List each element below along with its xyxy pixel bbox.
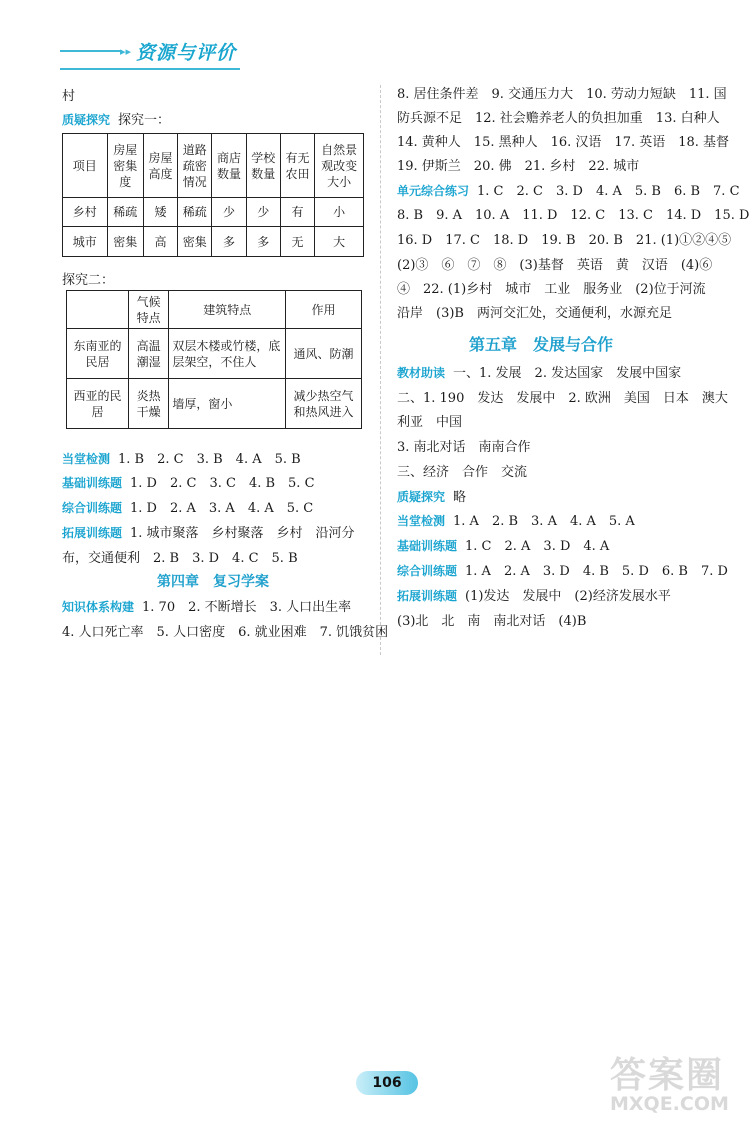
table-cell: 小 <box>315 198 364 227</box>
watermark-logo <box>610 1055 745 1118</box>
table-cell: 少 <box>212 198 246 227</box>
table-cell: 通风、防潮 <box>286 329 362 379</box>
table-cell: 多 <box>212 227 246 257</box>
table-header-cell: 房屋密集度 <box>107 134 143 198</box>
table-explore-1 <box>62 133 364 257</box>
table-header-cell: 自然景观改变大小 <box>315 134 364 198</box>
table-cell: 高 <box>143 227 177 257</box>
page-number: 106 <box>356 1071 418 1095</box>
table-row <box>63 198 364 227</box>
answer-line <box>397 485 466 509</box>
section-tag: 综合训练题 <box>62 501 123 515</box>
chapter-5-title: 第五章 发展与合作 <box>469 335 614 354</box>
section-tag: 质疑探究 <box>62 113 111 127</box>
header-underline <box>60 68 240 70</box>
answer-text: 8. B 9. A 10. A 11. D 12. C 13. C 14. D 15. D <box>397 208 750 223</box>
section-tag: 综合训练题 <box>397 564 458 578</box>
answer-text: 布，交通便利 2. B 3. D 4. C 5. B <box>62 551 298 566</box>
answer-text: 二、1. 190 发达 发展中 2. 欧洲 美国 日本 澳大 <box>397 391 728 406</box>
table-cell: 矮 <box>143 198 177 227</box>
table-header-cell: 作用 <box>286 291 362 329</box>
table-cell: 密集 <box>178 227 212 257</box>
table-header-row <box>63 134 364 198</box>
section-tag: 教材助读 <box>397 366 446 380</box>
answer-line <box>397 361 681 385</box>
answer-text: (3)北 北 南 南北对话 (4)B <box>397 614 587 629</box>
table-header-cell: 道路疏密情况 <box>178 134 212 198</box>
explore-2-label: 探究二： <box>62 273 115 288</box>
section-tag: 知识体系构建 <box>62 600 135 614</box>
table-cell: 多 <box>246 227 280 257</box>
answer-text: 14. 黄种人 15. 黑种人 16. 汉语 17. 英语 18. 基督 <box>397 135 730 150</box>
answer-text: ④ 22. (1)乡村 城市 工业 服务业 (2)位于河流 <box>397 282 706 297</box>
answer-text: 16. D 17. C 18. D 19. B 20. B 21. (1)①②④⑤ <box>397 233 732 248</box>
answer-text: 1. C 2. A 3. D 4. A <box>465 539 610 554</box>
answer-text: 4. 人口死亡率 5. 人口密度 6. 就业困难 7. 饥饿贫困 <box>62 625 389 640</box>
answer-text: 三、经济 合作 交流 <box>397 465 528 480</box>
section-tag: 质疑探究 <box>397 490 446 504</box>
answer-text: 1. C 2. C 3. D 4. A 5. B 6. B 7. C <box>477 184 740 199</box>
answer-text: 8. 居住条件差 9. 交通压力大 10. 劳动力短缺 11. 国 <box>397 87 727 102</box>
table-header-cell <box>67 291 129 329</box>
table-header-cell: 有无农田 <box>280 134 314 198</box>
table-cell: 大 <box>315 227 364 257</box>
answer-text: 防兵源不足 12. 社会赡养老人的负担加重 13. 白种人 <box>397 111 720 126</box>
section-tag: 拓展训练题 <box>397 589 458 603</box>
answer-text: 1. A 2. B 3. A 4. A 5. A <box>453 514 635 529</box>
header-title: 资源与评价 <box>136 42 237 64</box>
answer-line <box>62 521 355 545</box>
section-tag: 拓展训练题 <box>62 526 123 540</box>
page-header <box>60 36 320 70</box>
answer-text: 沿岸 (3)B 两河交汇处，交通便利，水源充足 <box>397 306 672 321</box>
text-line: 村 <box>62 89 76 104</box>
table-cell: 高温潮湿 <box>128 329 168 379</box>
answer-text: (1)发达 发展中 (2)经济发展水平 <box>465 589 671 604</box>
answer-text: 1. B 2. C 3. B 4. A 5. B <box>118 452 301 467</box>
table-row <box>67 379 362 429</box>
answer-line <box>397 584 671 608</box>
answer-line <box>397 179 740 203</box>
arrow-icon: ▸▸ <box>120 45 132 58</box>
section-tag: 当堂检测 <box>62 452 111 466</box>
answer-text: 19. 伊斯兰 20. 佛 21. 乡村 22. 城市 <box>397 159 640 174</box>
table-cell: 双层木楼或竹楼，底层架空，不住人 <box>169 329 286 379</box>
section-tag: 基础训练题 <box>397 539 458 553</box>
table-cell: 乡村 <box>63 198 108 227</box>
table-explore-2 <box>66 290 362 429</box>
watermark-text: 答案圈 <box>610 1055 725 1096</box>
answer-line <box>397 559 728 583</box>
answer-line <box>62 471 315 495</box>
table-cell: 城市 <box>63 227 108 257</box>
table-header-cell: 项目 <box>63 134 108 198</box>
table-cell: 有 <box>280 198 314 227</box>
table-header-cell: 学校数量 <box>246 134 280 198</box>
header-rule <box>60 50 122 52</box>
table-cell: 稀疏 <box>107 198 143 227</box>
chapter-4-title: 第四章 复习学案 <box>157 574 269 590</box>
answer-line <box>62 496 313 520</box>
table-cell: 少 <box>246 198 280 227</box>
answer-text: (2)③ ⑥ ⑦ ⑧ (3)基督 英语 黄 汉语 (4)⑥ <box>397 258 713 273</box>
answer-text: 1. D 2. A 3. A 4. A 5. C <box>130 501 314 516</box>
table-cell: 密集 <box>107 227 143 257</box>
section-tag: 当堂检测 <box>397 514 446 528</box>
table-header-cell: 气候特点 <box>128 291 168 329</box>
table-header-cell: 商店数量 <box>212 134 246 198</box>
answer-line <box>62 447 301 471</box>
section-tag: 基础训练题 <box>62 476 123 490</box>
table-row <box>63 227 364 257</box>
answer-text: 1. 城市聚落 乡村聚落 乡村 沿河分 <box>130 526 355 541</box>
table-cell: 无 <box>280 227 314 257</box>
answer-text: 略 <box>453 490 467 505</box>
table-cell: 稀疏 <box>178 198 212 227</box>
answer-line <box>62 595 351 619</box>
answer-text: 3. 南北对话 南南合作 <box>397 440 531 455</box>
watermark-url: MXQE.COM <box>610 1093 729 1115</box>
table-cell: 东南亚的民居 <box>67 329 129 379</box>
answer-line <box>397 509 635 533</box>
answer-text: 1. 70 2. 不断增长 3. 人口出生率 <box>142 600 352 615</box>
answer-line <box>397 534 609 558</box>
table-cell: 墙厚，窗小 <box>169 379 286 429</box>
explore-1-label: 探究一： <box>118 113 171 128</box>
table-cell: 西亚的民居 <box>67 379 129 429</box>
table-header-row <box>67 291 362 329</box>
table-row <box>67 329 362 379</box>
table-cell: 减少热空气和热风进入 <box>286 379 362 429</box>
answer-text: 1. D 2. C 3. C 4. B 5. C <box>130 476 315 491</box>
column-divider <box>380 85 381 655</box>
table-header-cell: 建筑特点 <box>169 291 286 329</box>
table-header-cell: 房屋高度 <box>143 134 177 198</box>
answer-text: 1. A 2. A 3. D 4. B 5. D 6. B 7. D <box>465 564 728 579</box>
answer-text: 一、1. 发展 2. 发达国家 发展中国家 <box>453 366 682 381</box>
answer-text: 利亚 中国 <box>397 415 463 430</box>
explore-line <box>62 108 170 132</box>
section-tag: 单元综合练习 <box>397 184 470 198</box>
table-cell: 炎热干燥 <box>128 379 168 429</box>
